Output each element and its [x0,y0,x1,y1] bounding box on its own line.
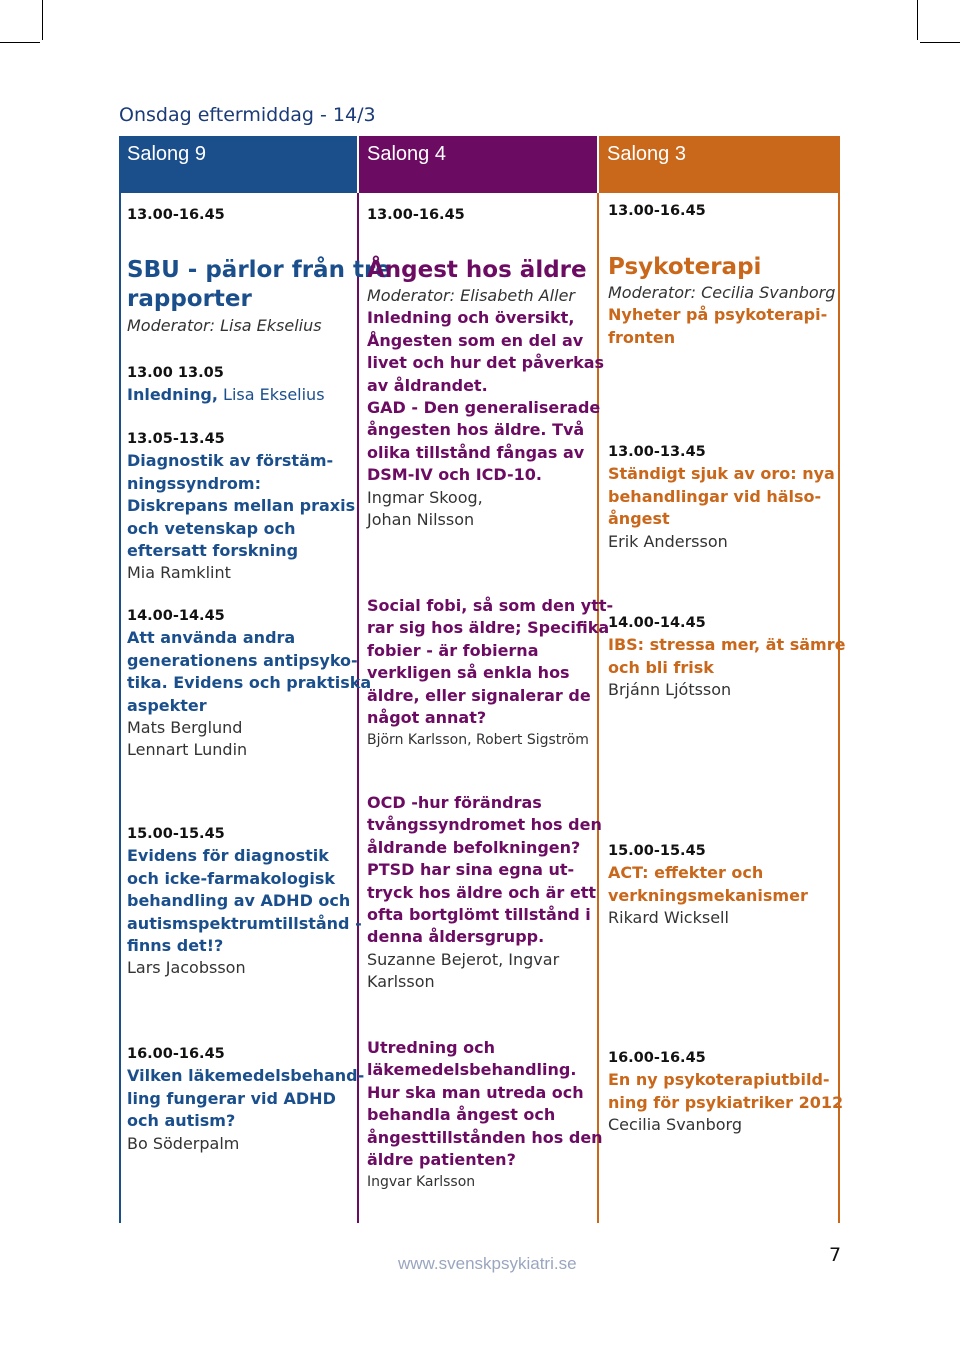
session-title: ångesttillstånden hos den [367,1127,603,1147]
session-title: Inledning och översikt, [367,308,575,328]
column-name: Salong 4 [367,143,446,165]
session-title: Social fobi, så som den ytt- [367,596,614,615]
session-title: verkningsmekanismer [608,885,808,905]
speaker: Lisa Ekselius [217,385,325,405]
salong9-track [127,256,391,337]
session-title: av åldrandet. [367,375,488,395]
session-title: aspekter [127,695,207,715]
session-title: behandlingar vid hälso- [608,486,822,506]
page-title: Onsdag eftermiddag - 14/3 [119,104,376,126]
session-block [367,1037,603,1194]
session-title: GAD - Den generaliserade [367,398,601,418]
session-title: och bli frisk [608,657,714,677]
session-title: OCD -hur förändras [367,793,542,812]
session-time: 15.00-15.45 [608,843,706,859]
session-title: Att använda andra [127,628,296,648]
session-block [127,605,371,762]
session-title: äldre, eller signalerar de [367,685,591,705]
session-title: rar sig hos äldre; Specifika [367,618,610,638]
track-title: rapporter [127,286,252,312]
session-title: ofta bortglömt tillstånd i [367,905,591,925]
session-title: PTSD har sina egna ut- [367,860,575,880]
footer-url: www.svenskpsykiatri.se [398,1254,577,1273]
session-title: ningssyndrom: [127,473,261,493]
column-divider [119,193,121,1223]
session-title: Vilken läkemedelsbehand- [127,1066,365,1086]
moderator: Moderator: Lisa Ekselius [127,316,322,335]
session-time: 13.05-13.45 [127,431,225,447]
session-block [127,362,325,407]
session-time: 13.00-13.45 [608,444,706,460]
session-time: 14.00-14.45 [608,615,706,631]
moderator: Moderator: Cecilia Svanborg [608,283,836,302]
session-time: 14.00-14.45 [127,608,225,624]
track-subtitle: fronten [608,327,676,347]
speaker: Ingmar Skoog, [367,487,483,507]
session-title: tvångssyndromet hos den [367,815,602,835]
session-title: generationens antipsyko- [127,650,358,670]
session-title: läkemedelsbehandling. [367,1060,577,1080]
session-title: IBS: stressa mer, ät sämre [608,635,846,655]
session-block [608,612,845,702]
crop-mark [0,42,40,43]
column-header-salong-3 [599,136,840,193]
speaker: Lennart Lundin [127,740,248,760]
session-block [608,1047,843,1137]
session-time: 16.00-16.45 [127,1046,225,1062]
session-title: ångest [608,509,670,529]
session-title: ning för psykiatriker 2012 [608,1092,844,1112]
session-title: Ständigt sjuk av oro: nya [608,464,835,484]
session-title: Diagnostik av förstäm- [127,451,334,471]
speaker: Björn Karlsson, Robert Sigström [367,732,589,749]
session-title: åldrande befolkningen? [367,837,581,857]
session-block [127,823,362,980]
session-title: och icke-farmakologisk [127,868,336,888]
speaker: Rikard Wicksell [608,908,729,928]
session-title: Diskrepans mellan praxis [127,496,356,516]
crop-mark [42,0,43,40]
speaker: Bo Söderpalm [127,1133,240,1153]
session-title: äldre patienten? [367,1150,516,1170]
session-title: ling fungerar vid ADHD [127,1088,336,1108]
column-time: 13.00-16.45 [367,207,465,223]
speaker: Ingvar Karlsson [367,1174,476,1191]
speaker: Mia Ramklint [127,563,231,583]
speaker: Johan Nilsson [367,510,475,530]
column-header-salong-9 [119,136,357,193]
session-title: En ny psykoterapiutbild- [608,1070,830,1090]
crop-mark [917,0,918,40]
column-name: Salong 9 [127,143,206,165]
session-title: tika. Evidens och praktiska [127,673,372,693]
session-title: något annat? [367,708,487,728]
track-title: Ångest hos äldre [367,257,587,283]
session-title: finns det!? [127,936,224,956]
session-title: behandling av ADHD och [127,891,351,911]
session-time: 16.00-16.45 [608,1050,706,1066]
column-header-salong-4 [359,136,597,193]
session-block [127,1043,364,1155]
session-time: 13.00 13.05 [127,365,224,381]
speaker: Mats Berglund [127,718,243,738]
session-title: fobier - är fobierna [367,640,539,660]
column-name: Salong 3 [607,143,686,165]
session-title: behandla ångest och [367,1105,556,1125]
speaker: Erik Andersson [608,531,728,551]
session-title: autismspektrumtillstånd - [127,913,362,933]
crop-mark [920,42,960,43]
salong3-track [608,253,835,349]
track-subtitle: Nyheter på psykoterapi- [608,305,828,325]
speaker: Brjánn Ljótsson [608,680,732,700]
session-block [608,840,808,930]
salong4-track [367,256,604,531]
column-time: 13.00-16.45 [127,207,225,223]
session-title: ACT: effekter och [608,863,764,883]
session-title: livet och hur det påverkas [367,353,605,373]
session-title: Evidens för diagnostik [127,846,329,866]
moderator: Moderator: Elisabeth Aller [367,286,575,305]
session-title: eftersatt forskning [127,541,299,561]
session-title: och autism? [127,1111,236,1131]
session-title: Utredning och [367,1038,495,1057]
session-title: DSM-IV och ICD-10. [367,465,542,485]
session-title: Ångesten som en del av [367,330,584,350]
column-time: 13.00-16.45 [608,203,706,219]
session-block [127,428,355,585]
session-block [367,792,602,994]
session-time: 15.00-15.45 [127,826,225,842]
speaker: Karlsson [367,972,435,992]
session-title: Inledning, [127,385,218,405]
session-title: tryck hos äldre och är ett [367,882,597,902]
track-title: Psykoterapi [608,254,762,280]
session-title: denna åldersgrupp. [367,927,545,947]
track-title: SBU - pärlor från tre [127,257,391,283]
session-title: verkligen så enkla hos [367,663,570,683]
speaker: Cecilia Svanborg [608,1115,743,1135]
session-title: ångesten hos äldre. Två [367,420,585,440]
session-title: Hur ska man utreda och [367,1082,584,1102]
session-title: och vetenskap och [127,518,296,538]
page-number: 7 [829,1244,842,1266]
session-block [608,441,835,553]
session-title: olika tillstånd fångas av [367,442,585,462]
speaker: Suzanne Bejerot, Ingvar [367,949,560,969]
speaker: Lars Jacobsson [127,958,246,978]
session-block [367,595,613,752]
